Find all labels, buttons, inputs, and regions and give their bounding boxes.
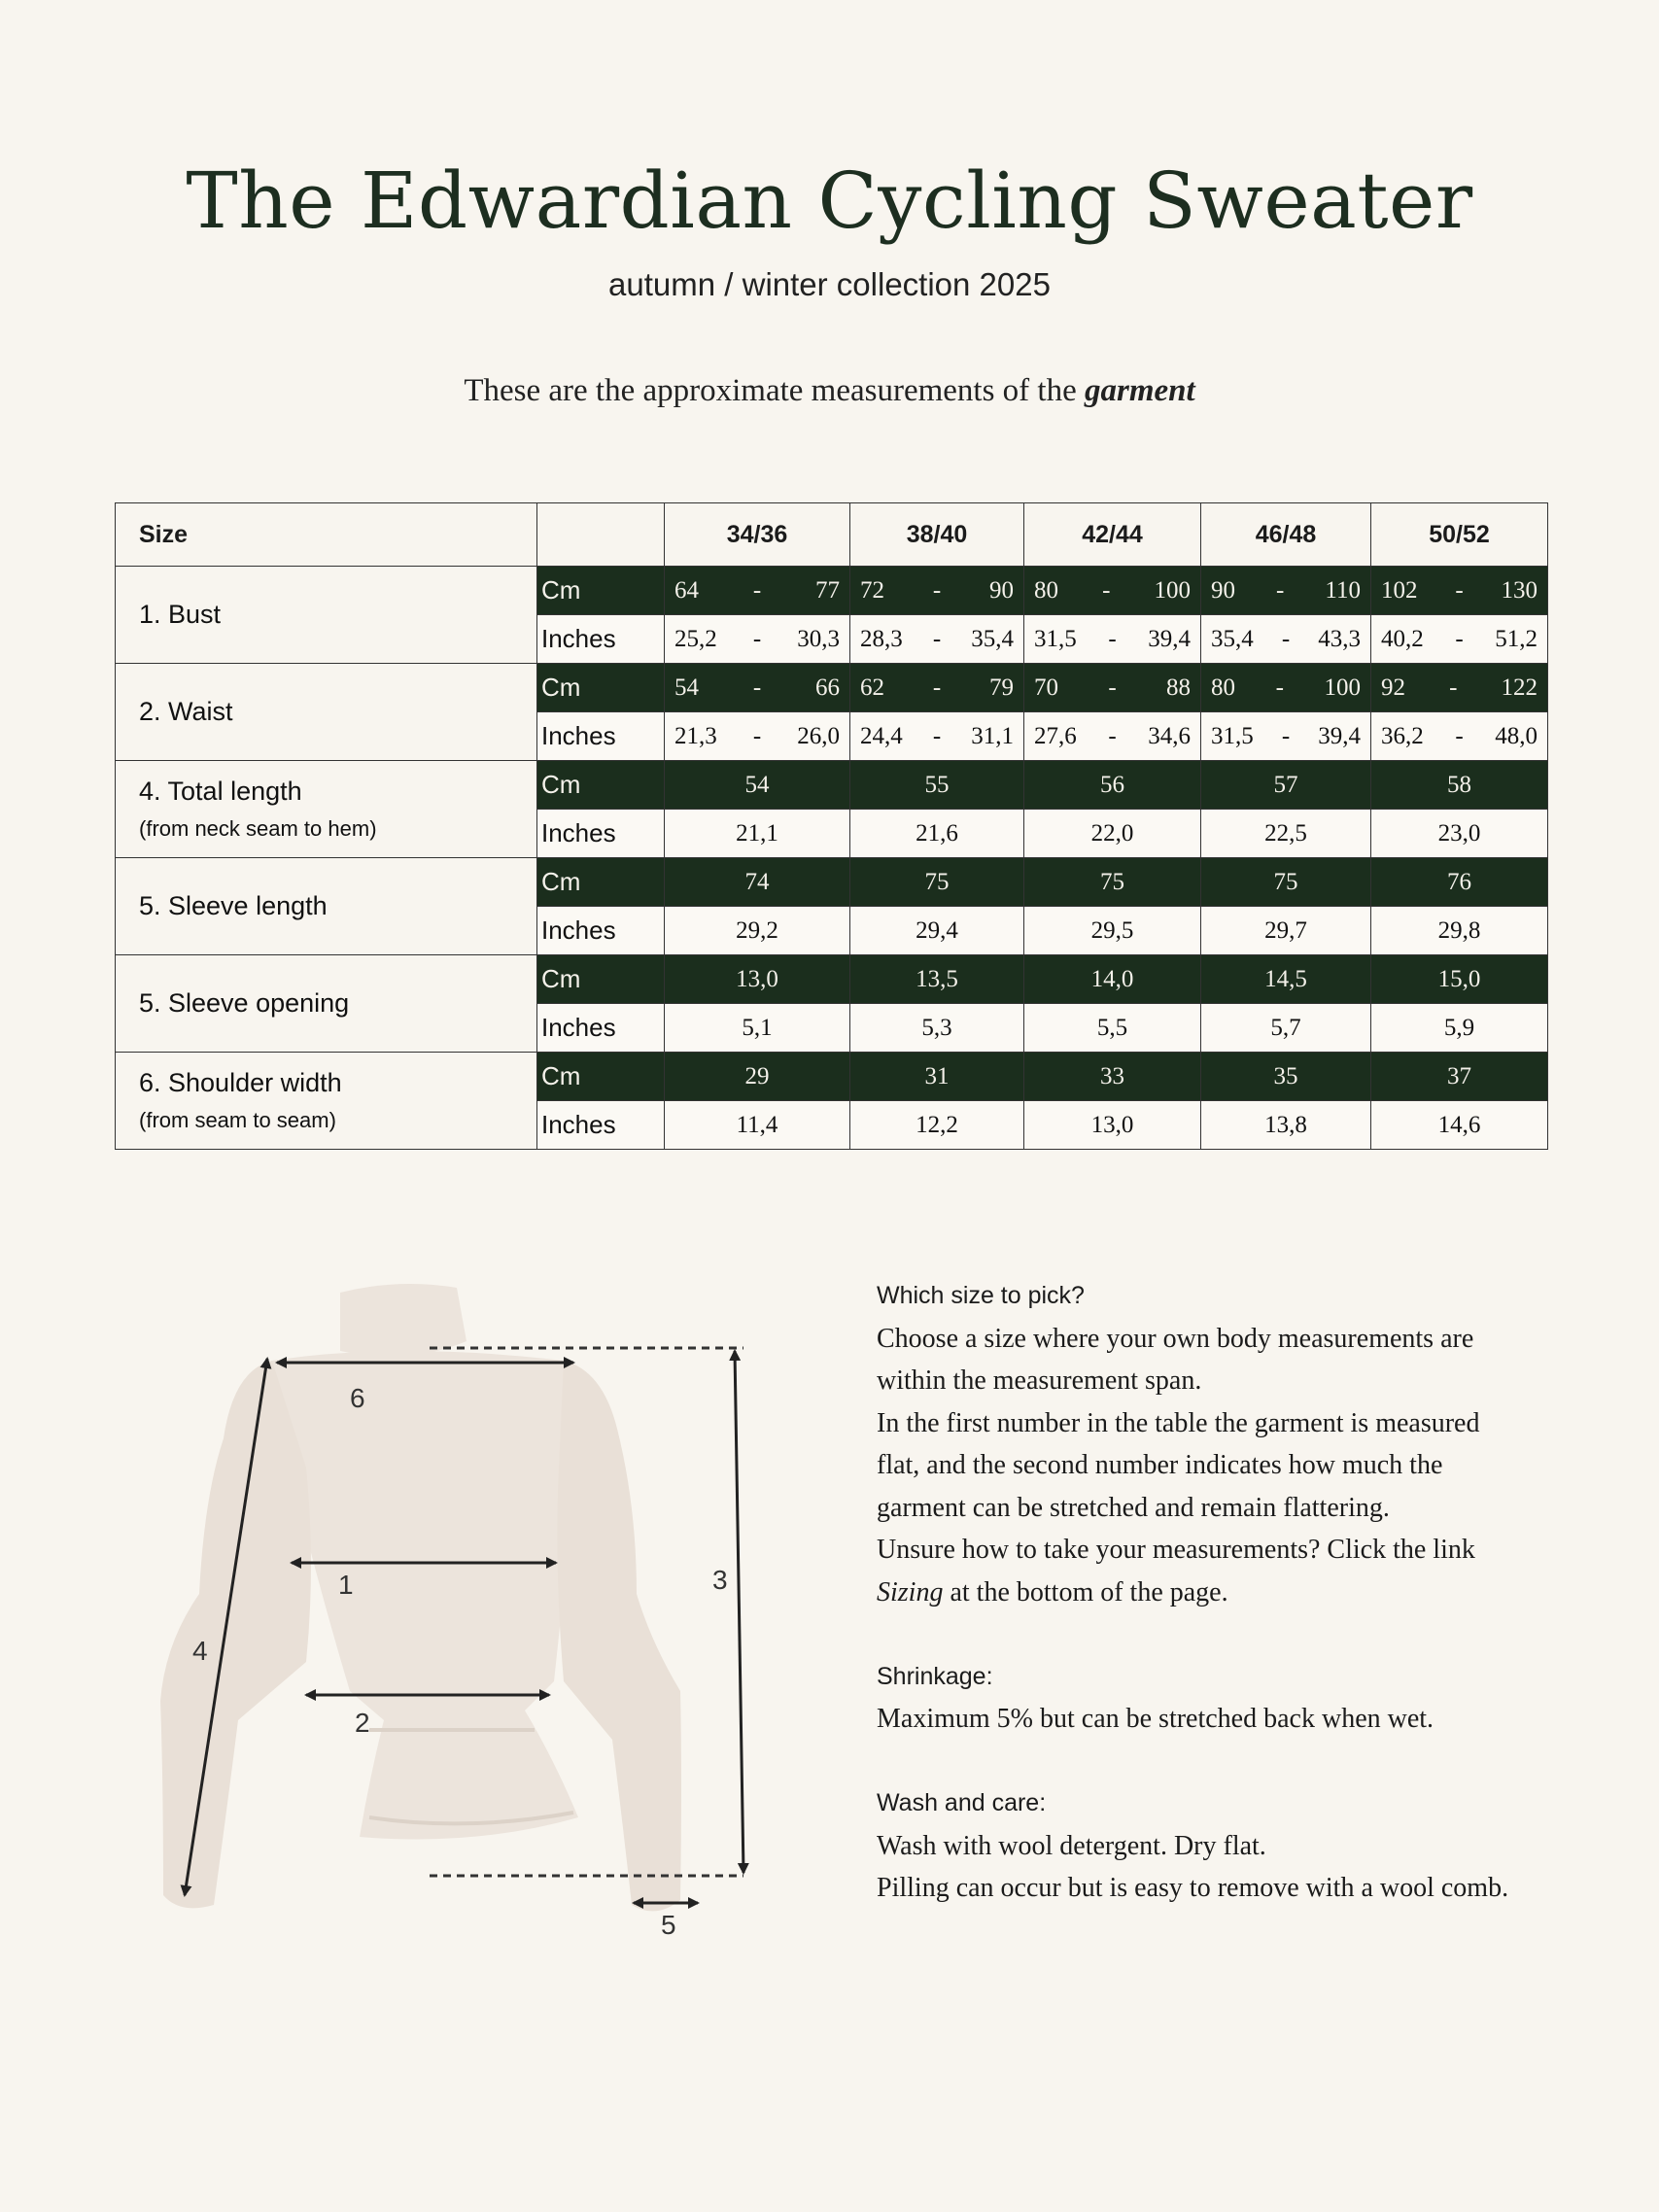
range-dash: - <box>1281 722 1291 749</box>
measurement-cell: 5,7 <box>1201 1004 1371 1053</box>
range-dash: - <box>752 625 762 652</box>
measurement-cell <box>1201 664 1371 712</box>
measurement-cell <box>1201 712 1371 761</box>
measurement-cell: 13,8 <box>1201 1101 1371 1150</box>
measurement-name: 5. Sleeve opening <box>139 988 350 1018</box>
shrinkage-heading: Shrinkage: <box>877 1662 993 1690</box>
measurement-cell: 35 <box>1201 1053 1371 1101</box>
range-dash: - <box>1275 674 1284 701</box>
unit-label: Cm <box>537 761 665 810</box>
sizing-line <box>877 1572 1576 1614</box>
range-dash: - <box>1449 674 1458 701</box>
measurement-cell: 14,6 <box>1371 1101 1548 1150</box>
measurement-cell <box>1371 664 1548 712</box>
measurement-cell: 33 <box>1024 1053 1201 1101</box>
range-dash: - <box>1455 722 1464 749</box>
measurement-cell <box>665 615 850 664</box>
range-min: 62 <box>860 674 884 701</box>
range-min: 70 <box>1034 674 1058 701</box>
measurement-cell <box>1201 615 1371 664</box>
measurement-cell <box>850 615 1024 664</box>
range-dash: - <box>1108 722 1117 749</box>
range-min: 21,3 <box>674 722 717 749</box>
measurement-note: (from neck seam to hem) <box>139 816 377 841</box>
range-dash: - <box>1455 625 1464 652</box>
marker-4: 4 <box>192 1636 208 1666</box>
shrinkage-text: Maximum 5% but can be stretched back when wet. <box>877 1704 1434 1734</box>
measurement-row-cm <box>116 858 1548 907</box>
range-dash: - <box>1281 625 1291 652</box>
measurement-cell: 5,5 <box>1024 1004 1201 1053</box>
unit-label: Cm <box>537 664 665 712</box>
measurement-note: (from seam to seam) <box>139 1108 336 1132</box>
range-dash: - <box>1102 576 1111 604</box>
intro-emphasis: garment <box>1084 373 1195 408</box>
measurement-row-cm <box>116 1053 1548 1101</box>
measurement-cell: 21,6 <box>850 810 1024 858</box>
range-min: 40,2 <box>1381 625 1424 652</box>
measurement-label <box>116 858 537 955</box>
range-dash: - <box>932 576 942 604</box>
measurement-cell: 29,2 <box>665 907 850 955</box>
range-max: 35,4 <box>971 625 1014 652</box>
size-col-header: 46/48 <box>1201 503 1371 567</box>
range-min: 25,2 <box>674 625 717 652</box>
measurement-cell <box>850 567 1024 615</box>
unit-label: Cm <box>537 858 665 907</box>
measurement-cell: 29,7 <box>1201 907 1371 955</box>
size-pick-line: flat, and the second number indicates how much the <box>877 1450 1443 1480</box>
range-min: 28,3 <box>860 625 903 652</box>
sizing-link[interactable]: Sizing <box>877 1576 944 1607</box>
range-max: 48,0 <box>1495 722 1538 749</box>
measurement-cell: 29,8 <box>1371 907 1548 955</box>
measurement-cell: 11,4 <box>665 1101 850 1150</box>
unit-label: Inches <box>537 615 665 664</box>
measurement-cell <box>1024 664 1201 712</box>
size-chart-table <box>115 502 1548 1150</box>
measurement-label <box>116 1053 537 1150</box>
measurement-cell: 13,0 <box>1024 1101 1201 1150</box>
measurement-cell <box>1024 712 1201 761</box>
size-col-header: 42/44 <box>1024 503 1201 567</box>
range-dash: - <box>1276 576 1285 604</box>
range-max: 51,2 <box>1495 625 1538 652</box>
range-dash: - <box>752 576 762 604</box>
range-dash: - <box>1108 625 1117 652</box>
size-pick-line: garment can be stretched and remain flattering. <box>877 1492 1390 1523</box>
measurement-cell: 22,0 <box>1024 810 1201 858</box>
measurement-cell <box>1371 712 1548 761</box>
measurement-name: 2. Waist <box>139 697 233 726</box>
range-max: 77 <box>814 576 840 604</box>
range-max: 39,4 <box>1148 625 1191 652</box>
measurement-name: 4. Total length <box>139 777 302 806</box>
range-min: 64 <box>674 576 699 604</box>
marker-2: 2 <box>355 1708 370 1738</box>
measurement-cell: 54 <box>665 761 850 810</box>
range-dash: - <box>932 625 942 652</box>
measurement-cell: 5,9 <box>1371 1004 1548 1053</box>
size-pick-line: within the measurement span. <box>877 1365 1202 1396</box>
measurement-cell <box>665 712 850 761</box>
size-col-header: 50/52 <box>1371 503 1548 567</box>
measurement-cell <box>1371 615 1548 664</box>
range-max: 34,6 <box>1148 722 1191 749</box>
measurement-cell: 29 <box>665 1053 850 1101</box>
measurement-label <box>116 761 537 858</box>
measurement-row-cm <box>116 761 1548 810</box>
marker-3: 3 <box>712 1565 728 1595</box>
sweater-illustration <box>160 1284 681 1911</box>
measurement-cell <box>1371 567 1548 615</box>
marker-5: 5 <box>661 1910 676 1940</box>
marker-6: 6 <box>350 1383 365 1413</box>
sizing-suffix: at the bottom of the page. <box>943 1576 1228 1607</box>
range-min: 31,5 <box>1034 625 1077 652</box>
wash-line: Pilling can occur but is easy to remove with a wool comb. <box>877 1873 1509 1903</box>
measurement-label <box>116 567 537 664</box>
range-dash: - <box>752 722 762 749</box>
range-max: 100 <box>1324 674 1361 701</box>
size-pick-line: In the first number in the table the garment is measured <box>877 1407 1480 1438</box>
intro-prefix: These are the approximate measurements of the <box>464 373 1077 408</box>
range-min: 90 <box>1211 576 1235 604</box>
range-max: 90 <box>988 576 1014 604</box>
unit-label: Cm <box>537 1053 665 1101</box>
range-dash: - <box>1455 576 1464 604</box>
range-max: 79 <box>988 674 1014 701</box>
unit-label: Inches <box>537 1101 665 1150</box>
range-max: 88 <box>1165 674 1191 701</box>
size-pick-line: Choose a size where your own body measurements are <box>877 1323 1474 1354</box>
intro-text <box>0 373 1659 409</box>
measurement-cell: 13,0 <box>665 955 850 1004</box>
measurement-cell: 5,1 <box>665 1004 850 1053</box>
measurement-cell: 23,0 <box>1371 810 1548 858</box>
measurement-cell: 15,0 <box>1371 955 1548 1004</box>
range-min: 36,2 <box>1381 722 1424 749</box>
range-max: 100 <box>1154 576 1191 604</box>
wash-heading: Wash and care: <box>877 1789 1047 1816</box>
measurement-cell: 57 <box>1201 761 1371 810</box>
unit-label: Cm <box>537 955 665 1004</box>
range-max: 39,4 <box>1318 722 1361 749</box>
measurement-cell: 14,5 <box>1201 955 1371 1004</box>
measurement-cell <box>665 567 850 615</box>
sweater-diagram <box>146 1273 768 1944</box>
range-max: 110 <box>1325 576 1361 604</box>
measurement-cell <box>665 664 850 712</box>
info-panel <box>877 1275 1576 1910</box>
measurement-cell <box>850 664 1024 712</box>
measurement-cell: 76 <box>1371 858 1548 907</box>
measurement-cell: 14,0 <box>1024 955 1201 1004</box>
unit-label: Inches <box>537 1004 665 1053</box>
range-min: 80 <box>1211 674 1235 701</box>
unit-label: Inches <box>537 810 665 858</box>
measurement-cell <box>1024 615 1201 664</box>
measurement-row-cm <box>116 955 1548 1004</box>
range-max: 30,3 <box>797 625 840 652</box>
range-max: 122 <box>1501 674 1538 701</box>
measurement-name: 6. Shoulder width <box>139 1068 342 1097</box>
range-min: 27,6 <box>1034 722 1077 749</box>
range-min: 80 <box>1034 576 1058 604</box>
range-min: 35,4 <box>1211 625 1254 652</box>
measurement-cell: 29,4 <box>850 907 1024 955</box>
measurement-cell: 56 <box>1024 761 1201 810</box>
range-dash: - <box>1108 674 1117 701</box>
size-pick-heading: Which size to pick? <box>877 1282 1085 1309</box>
measurement-label <box>116 664 537 761</box>
measurement-cell: 75 <box>850 858 1024 907</box>
range-min: 31,5 <box>1211 722 1254 749</box>
collection-subtitle: autumn / winter collection 2025 <box>608 266 1051 302</box>
size-pick-line: Unsure how to take your measurements? Click the link <box>877 1535 1475 1565</box>
range-max: 26,0 <box>797 722 840 749</box>
wash-line: Wash with wool detergent. Dry flat. <box>877 1830 1266 1861</box>
measurement-row-cm <box>116 664 1548 712</box>
measurement-cell <box>850 712 1024 761</box>
measurement-cell: 75 <box>1024 858 1201 907</box>
measurement-cell: 31 <box>850 1053 1024 1101</box>
range-dash: - <box>932 722 942 749</box>
measurement-cell: 58 <box>1371 761 1548 810</box>
range-max: 43,3 <box>1318 625 1361 652</box>
measurement-row-cm <box>116 567 1548 615</box>
measurement-cell <box>1201 567 1371 615</box>
range-dash: - <box>932 674 942 701</box>
range-min: 72 <box>860 576 884 604</box>
unit-label: Inches <box>537 712 665 761</box>
range-max: 130 <box>1501 576 1538 604</box>
measurement-cell: 37 <box>1371 1053 1548 1101</box>
measurement-name: 1. Bust <box>139 600 222 629</box>
range-min: 92 <box>1381 674 1405 701</box>
range-min: 24,4 <box>860 722 903 749</box>
size-chart-body <box>116 567 1548 1150</box>
range-min: 54 <box>674 674 699 701</box>
unit-label: Cm <box>537 567 665 615</box>
measurement-cell: 75 <box>1201 858 1371 907</box>
measurement-cell <box>1024 567 1201 615</box>
size-header: Size <box>116 503 537 567</box>
size-col-header: 34/36 <box>665 503 850 567</box>
measurement-cell: 12,2 <box>850 1101 1024 1150</box>
range-min: 102 <box>1381 576 1418 604</box>
range-max: 66 <box>814 674 840 701</box>
measurement-cell: 5,3 <box>850 1004 1024 1053</box>
unit-header <box>537 503 665 567</box>
measurement-label <box>116 955 537 1053</box>
range-dash: - <box>752 674 762 701</box>
measurement-cell: 21,1 <box>665 810 850 858</box>
marker-1: 1 <box>338 1570 354 1600</box>
page-title: The Edwardian Cycling Sweater <box>186 156 1473 246</box>
measurement-name: 5. Sleeve length <box>139 891 328 920</box>
range-max: 31,1 <box>971 722 1014 749</box>
measurement-cell: 13,5 <box>850 955 1024 1004</box>
measurement-cell: 22,5 <box>1201 810 1371 858</box>
measurement-cell: 29,5 <box>1024 907 1201 955</box>
measurement-cell: 55 <box>850 761 1024 810</box>
size-header-row <box>116 503 1548 567</box>
measurement-cell: 74 <box>665 858 850 907</box>
unit-label: Inches <box>537 907 665 955</box>
size-col-header: 38/40 <box>850 503 1024 567</box>
